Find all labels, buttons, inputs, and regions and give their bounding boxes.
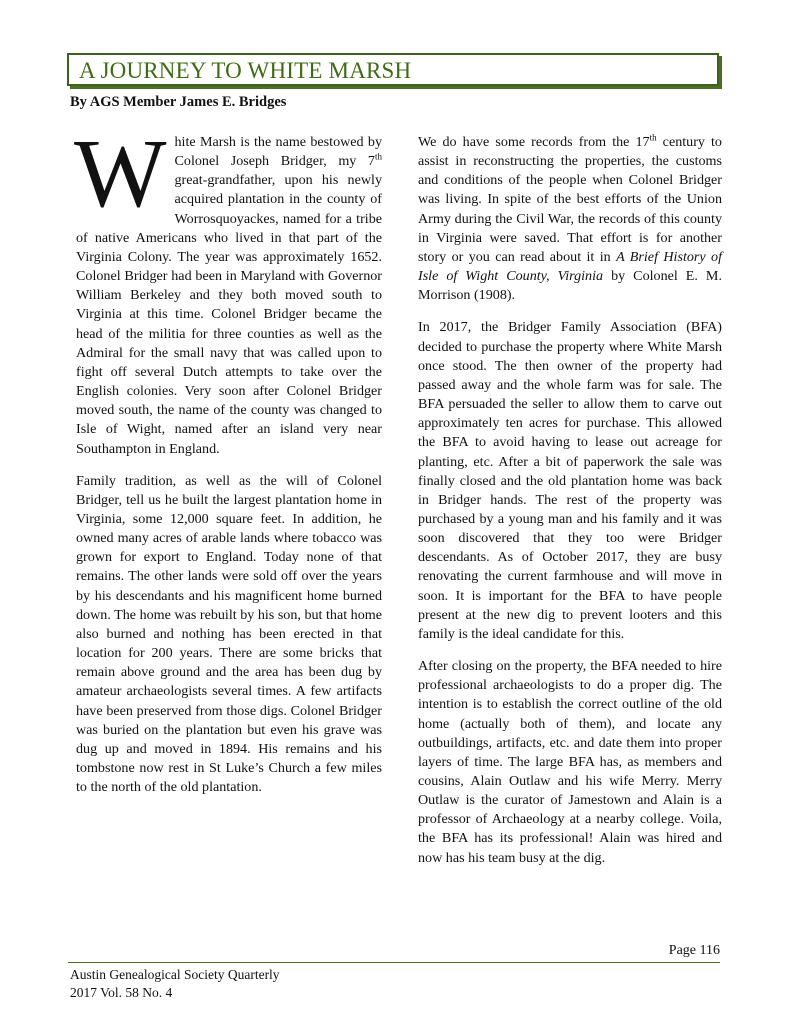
paragraph-text: by Colonel E. M. Morrison (1908). — [418, 268, 722, 304]
page-number: Page 116 — [668, 943, 720, 958]
right-column — [418, 133, 722, 881]
paragraph: After closing on the property, the BFA needed to hire professional archaeologists to do a proper dig. The intention is to establish the correct outline of the old home (actually both of them), and locate any outbuildings, artifacts, etc. and date them into proper layers of time. The large BFA has, as members and cousins, Alain Outlaw and his wife Merry. Merry Outlaw is the curator of Jamestown and Alain is a professor of Archaeology at a nearby college. Voila, the BFA has its professional! Alain was hired and now has his team busy at the dig. — [418, 658, 722, 866]
paragraph-text: great-grandfather, upon his newly acquired plantation in the county of Worrosquoyackes, named for a tribe of native Americans who lived in that part of the Virginia Colony. The year was approximately 1652. Colonel Bridger had been in Maryland with Governor William Berkeley and they both moved south to Virginia at this time. Colonel Bridger became the head of the militia for three counties as well as the Admiral for the small navy that was called upon to fight off several Dutch attempts to take over the English colonies. Very soon after Colonel Bridger moved south, the name of the county was changed to Isle of Wight, named after an island very near Southampton in England. — [76, 172, 382, 457]
drop-cap: W — [74, 120, 167, 228]
paragraph — [74, 120, 382, 459]
footer-issue: 2017 Vol. 58 No. 4 — [70, 985, 173, 1000]
superscript: th — [374, 151, 382, 162]
paragraph-text: We do have some records from the 17 — [418, 134, 650, 150]
footer-publication: Austin Genealogical Society Quarterly — [70, 967, 280, 982]
article-title: A JOURNEY TO WHITE MARSH — [79, 58, 412, 83]
book-title: A Brief History of Isle of Wight County, Virginia — [418, 248, 722, 285]
article-byline: By AGS Member James E. Bridges — [70, 94, 287, 110]
paragraph — [418, 133, 722, 305]
paragraph: Family tradition, as well as the will of Colonel Bridger, tell us he built the largest plantation home in Virginia, some 12,000 square feet. In addition, he owned many acres of arable lands where tobacco was grown for export to England. Today none of that remains. The other lands were sold off over the years by his descendants and his magnificent home burned down. The home was rebuilt by his son, but that home also burned and nothing has been erected in that location for 200 years. There are some bricks that remain above ground and the area has been dug by amateur archaeologists several times. A few artifacts have been preserved from those digs. Colonel Bridger was buried on the plantation but even his grave was dug up and moved in 1894. His remains and his tombstone now rest in St Luke’s Church a few miles to the north of the old plantation. — [76, 472, 382, 796]
left-column — [74, 120, 382, 810]
footer-divider — [68, 962, 720, 963]
article-title-box — [67, 53, 719, 86]
superscript: th — [649, 132, 657, 143]
paragraph-text: century to assist in reconstructing the properties, the customs and conditions of the people when Colonel Bridger was living. In spite of the best efforts of the Union Army during the Civil War, the records of this county in Virginia were saved. That effort is for another story or you can read about it in — [418, 134, 722, 265]
paragraph-text: hite Marsh is the name bestowed by Colonel Joseph Bridger, my 7 — [174, 134, 382, 170]
paragraph: In 2017, the Bridger Family Association (BFA) decided to purchase the property where White Marsh once stood. The then owner of the property had passed away and the whole farm was for sale. The BFA persuaded the seller to allow them to carve out approximately ten acres for purchase. This allowed the BFA to avoid having to lease out acreage for planting, etc. After a bit of paperwork the sale was finally closed and the old plantation home was back in Bridger hands. The rest of the property was purchased by a young man and his family and it was soon discovered that they too were Bridger descendants. As of October 2017, they are busy renovating the current farmhouse and will move in soon. It is important for the BFA to have people present at the new dig to prevent looters and this family is the ideal candidate for this. — [418, 319, 722, 642]
